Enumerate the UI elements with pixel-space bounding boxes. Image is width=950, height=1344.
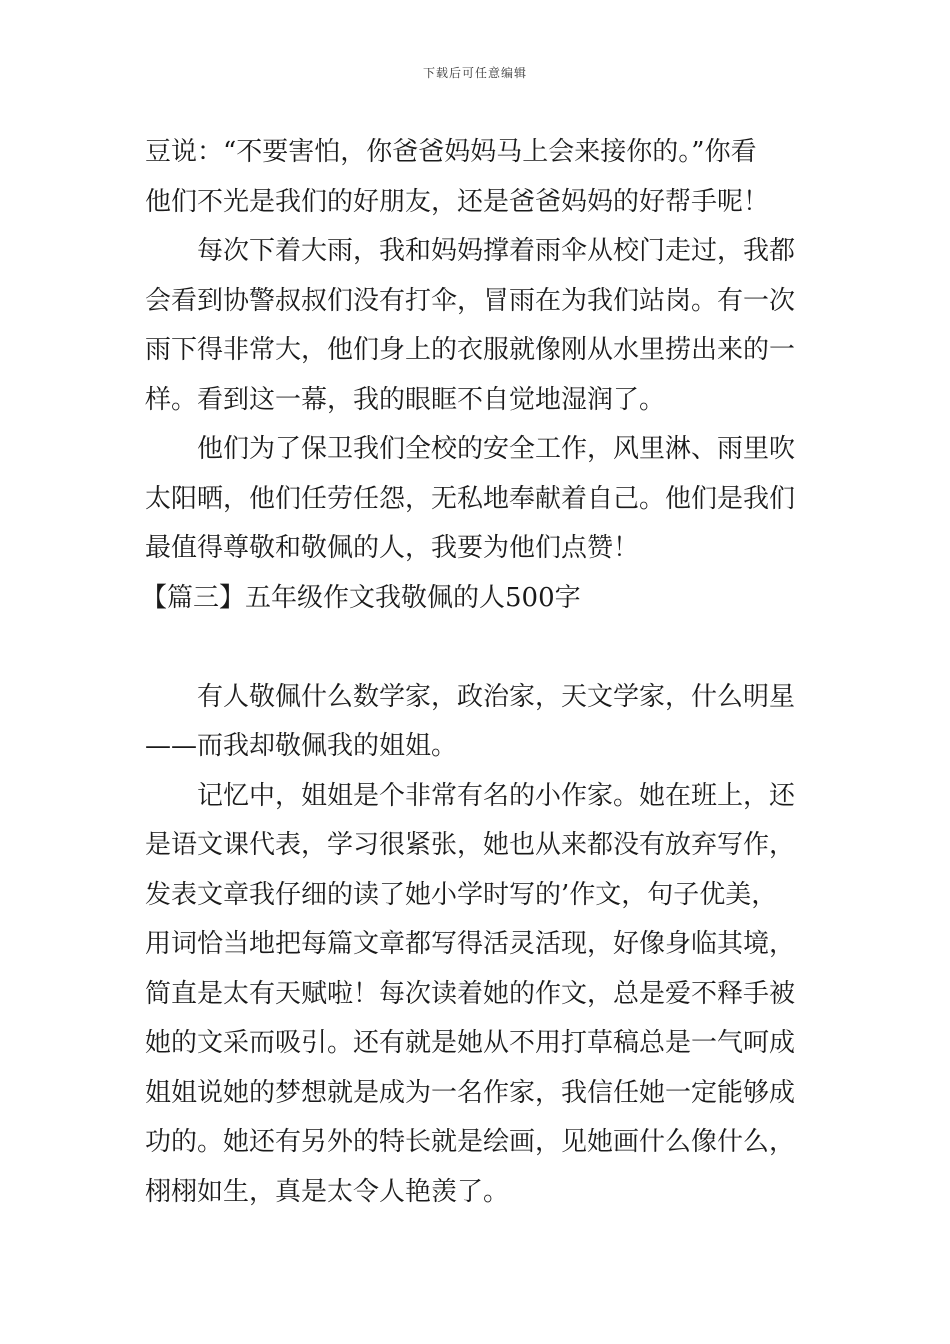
- paragraph-start: 记忆中，姐姐是个非常有名的小作家。她在班上，还: [197, 780, 796, 811]
- blank-gap: [145, 623, 810, 673]
- text-line: 最值得尊敬和敬佩的人，我要为他们点赞！: [145, 533, 640, 563]
- text-line: 太阳晒，他们任劳任怨，无私地奉献着自己。他们是我们: [145, 483, 796, 514]
- text-line: 简直是太有天赋啦！每次读着她的作文，总是爱不释手被: [145, 978, 796, 1009]
- body-text: [141, 128, 810, 1217]
- text-line: 豆说：“不要害怕，你爸爸妈妈马上会来接你的。”你看: [145, 137, 757, 167]
- text-line: 样。看到这一幕，我的眼眶不自觉地湿润了。: [145, 384, 666, 415]
- text-line: 用词恰当地把每篇文章都写得活灵活现，好像身临其境，: [145, 929, 796, 959]
- text-line: 姐姐说她的梦想就是成为一名作家，我信任她一定能够成: [145, 1077, 796, 1108]
- text-line: 是语文课代表，学习很紧张，她也从来都没有放弃写作，: [145, 830, 796, 860]
- text-line: 会看到协警叔叔们没有打伞，冒雨在为我们站岗。有一次: [145, 285, 796, 316]
- text-line: 他们不光是我们的好朋友，还是爸爸妈妈的好帮手呢！: [145, 186, 770, 217]
- text-line: 栩栩如生，真是太令人艳羡了。: [145, 1176, 510, 1207]
- text-line: 雨下得非常大，他们身上的衣服就像刚从水里捞出来的一: [145, 335, 796, 365]
- header-note: 下载后可任意编辑: [422, 66, 527, 80]
- text-line: 她的文采而吸引。还有就是她从不用打草稿总是一气呵成: [145, 1028, 796, 1058]
- section-heading: 【篇三】五年级作文我敬佩的人500字: [141, 582, 581, 613]
- paragraph-start: 有人敬佩什么数学家，政治家，天文学家，什么明星: [197, 681, 796, 712]
- paragraph-start: 他们为了保卫我们全校的安全工作，风里淋、雨里吹: [197, 434, 796, 464]
- paragraph-start: 每次下着大雨，我和妈妈撑着雨伞从校门走过，我都: [197, 236, 796, 266]
- text-line: 功的。她还有另外的特长就是绘画，见她画什么像什么，: [145, 1127, 796, 1157]
- text-line: 发表文章我仔细的读了她小学时写的’作文，句子优美，: [145, 879, 778, 910]
- text-line: ——而我却敬佩我的姐姐。: [145, 731, 458, 761]
